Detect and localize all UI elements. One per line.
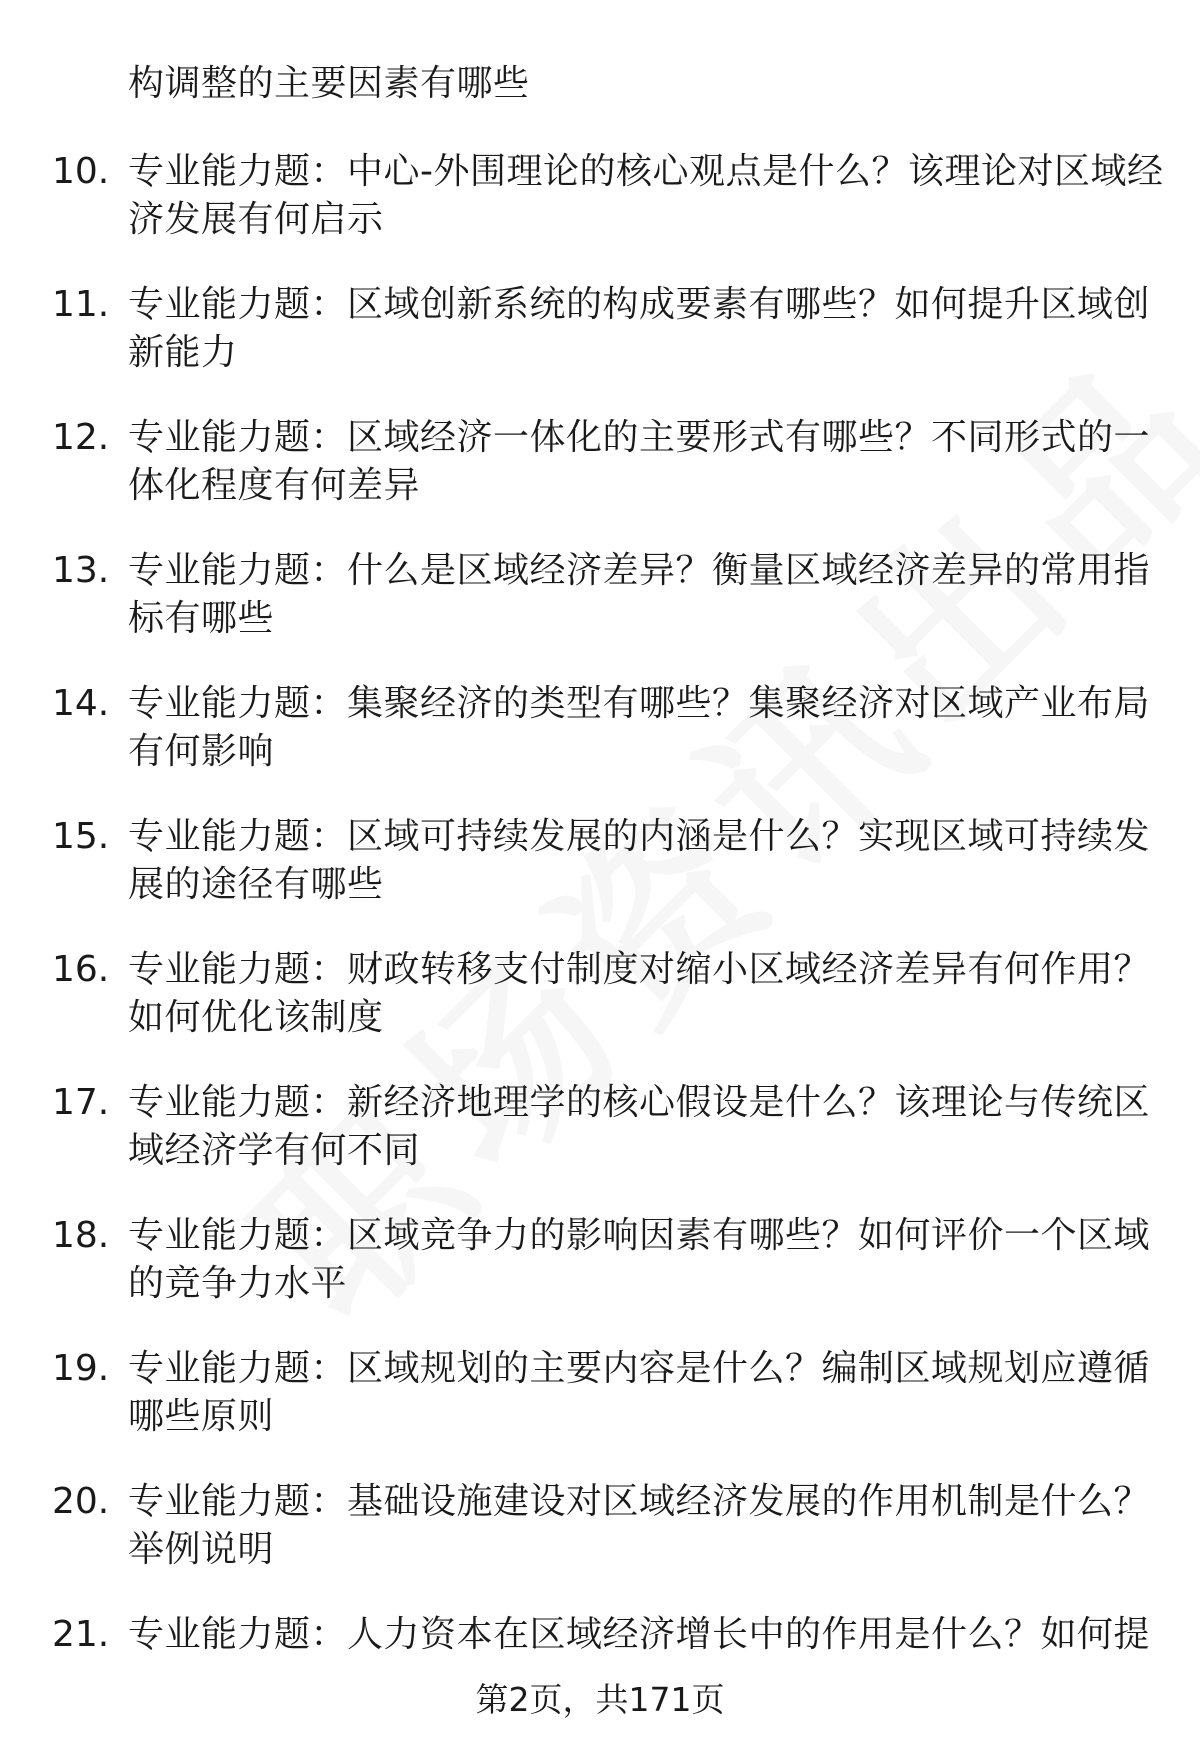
question-text — [128, 1345, 1168, 1441]
question-text-line: 专业能力题：人力资本在区域经济增长中的作用是什么？如何提 — [128, 1614, 1151, 1655]
question-text-line: 专业能力题：中心-外围理论的核心观点是什么？该理论对区域经 — [128, 151, 1164, 192]
continued-question-text: 构调整的主要因素有哪些 — [128, 63, 530, 104]
question-item — [0, 414, 1200, 547]
question-text-line: 专业能力题：基础设施建设对区域经济发展的作用机制是什么？ — [128, 1481, 1151, 1522]
question-text — [128, 1079, 1168, 1175]
question-text — [128, 1478, 1168, 1574]
question-item — [0, 1079, 1200, 1212]
question-text-line: 专业能力题：区域竞争力的影响因素有哪些？如何评价一个区域 — [128, 1215, 1151, 1256]
question-text-line: 的竞争力水平 — [128, 1263, 348, 1304]
question-text — [128, 414, 1168, 510]
question-text-line: 哪些原则 — [128, 1396, 275, 1437]
question-text-line: 标有哪些 — [128, 598, 275, 639]
question-text-line: 专业能力题：区域可持续发展的内涵是什么？实现区域可持续发 — [128, 816, 1151, 857]
question-item — [0, 148, 1200, 281]
question-text-line: 如何优化该制度 — [128, 997, 384, 1038]
question-text-line: 新能力 — [128, 332, 238, 373]
question-item — [0, 1212, 1200, 1345]
question-item — [0, 547, 1200, 680]
question-text — [128, 281, 1168, 377]
question-text — [128, 946, 1168, 1042]
question-number: 21. — [52, 1614, 110, 1655]
question-text-line: 举例说明 — [128, 1529, 275, 1570]
question-text — [128, 1212, 1168, 1308]
page-footer: 第2页，共171页 — [475, 1680, 725, 1719]
question-number: 14. — [52, 683, 110, 724]
question-text-line: 专业能力题：新经济地理学的核心假设是什么？该理论与传统区 — [128, 1082, 1151, 1123]
question-text-line: 域经济学有何不同 — [128, 1130, 421, 1171]
question-number: 13. — [52, 550, 110, 591]
question-text-line: 济发展有何启示 — [128, 199, 384, 240]
question-number: 10. — [52, 151, 110, 192]
question-number: 18. — [52, 1215, 110, 1256]
question-text-line: 专业能力题：区域经济一体化的主要形式有哪些？不同形式的一 — [128, 417, 1151, 458]
question-text-line: 专业能力题：集聚经济的类型有哪些？集聚经济对区域产业布局 — [128, 683, 1151, 724]
question-item — [0, 680, 1200, 813]
question-item — [0, 1345, 1200, 1478]
question-number: 16. — [52, 949, 110, 990]
question-item — [0, 281, 1200, 414]
question-text — [128, 813, 1168, 909]
question-text — [128, 148, 1168, 244]
question-text — [128, 680, 1168, 776]
question-list — [0, 148, 1200, 1744]
question-item — [0, 1478, 1200, 1611]
question-number: 15. — [52, 816, 110, 857]
question-item — [0, 813, 1200, 946]
question-number: 19. — [52, 1348, 110, 1389]
question-number: 20. — [52, 1481, 110, 1522]
question-number: 11. — [52, 284, 110, 325]
question-text-line: 体化程度有何差异 — [128, 465, 421, 506]
question-number: 12. — [52, 417, 110, 458]
question-text — [128, 1611, 1168, 1659]
question-text-line: 专业能力题：区域规划的主要内容是什么？编制区域规划应遵循 — [128, 1348, 1151, 1389]
question-number: 17. — [52, 1082, 110, 1123]
question-text-line: 专业能力题：什么是区域经济差异？衡量区域经济差异的常用指 — [128, 550, 1151, 591]
question-text-line: 有何影响 — [128, 731, 275, 772]
question-text-line: 展的途径有哪些 — [128, 864, 384, 905]
question-text-line: 专业能力题：财政转移支付制度对缩小区域经济差异有何作用？ — [128, 949, 1151, 990]
question-text — [128, 547, 1168, 643]
question-text-line: 专业能力题：区域创新系统的构成要素有哪些？如何提升区域创 — [128, 284, 1151, 325]
question-item — [0, 946, 1200, 1079]
